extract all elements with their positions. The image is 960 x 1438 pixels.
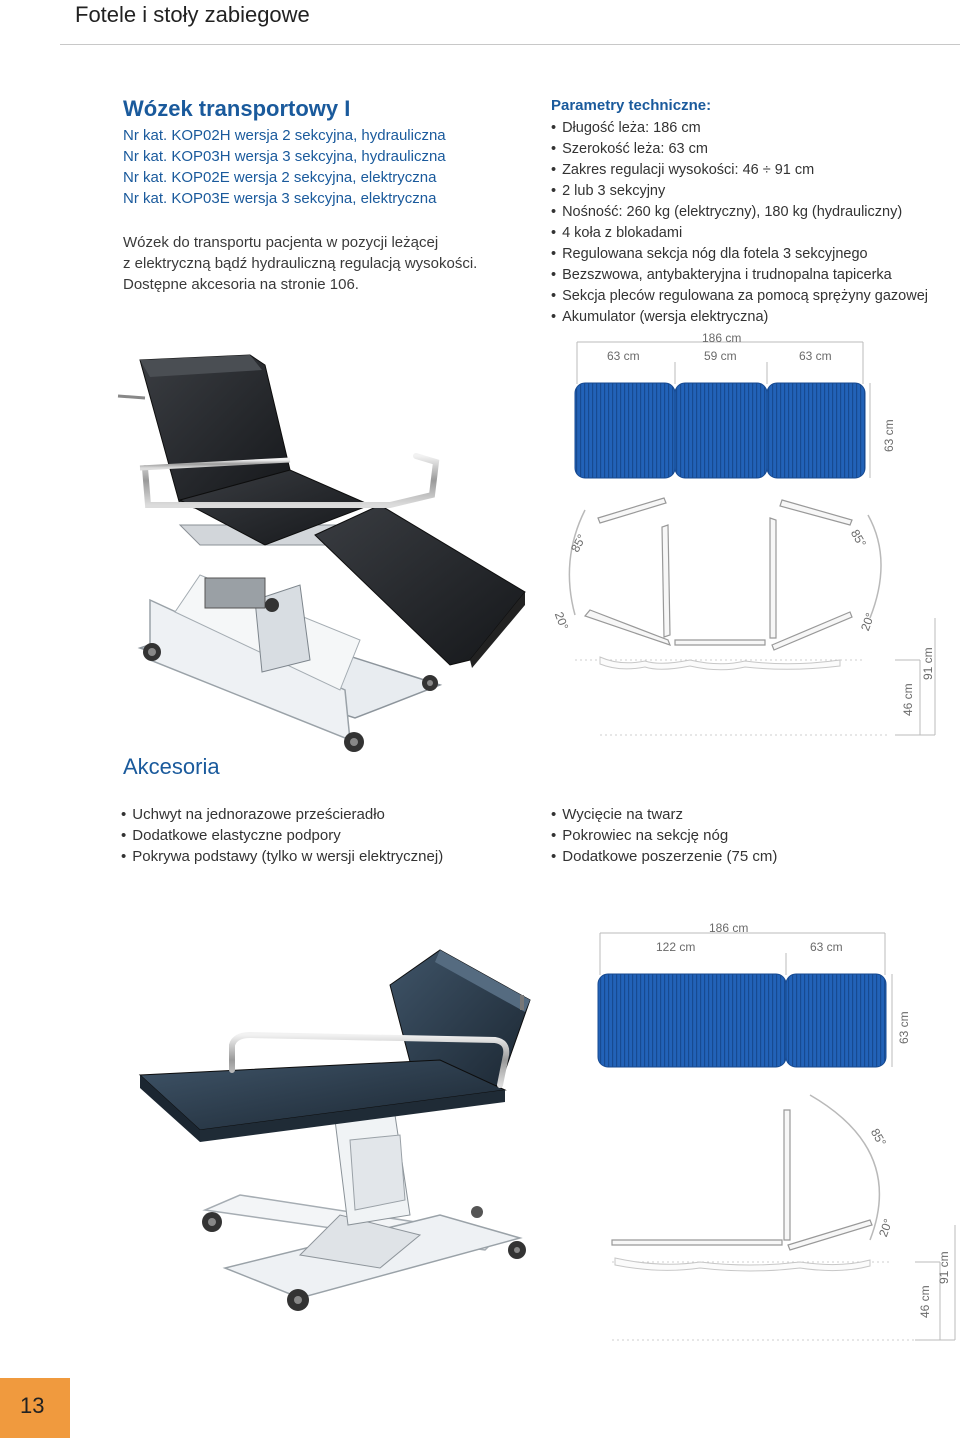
dim-width-2: 63 cm [897,1011,911,1044]
variant-item: Nr kat. KOP02H wersja 2 sekcyjna, hydrauliczna [123,127,446,144]
dim-section-main: 122 cm [656,940,696,954]
dim-section-legs: 63 cm [799,349,832,363]
parameters-list [551,118,928,328]
accessories-title: Akcesoria [123,754,220,779]
bed-section-back [575,383,675,478]
description-line: z elektryczną bądź hydrauliczną regulacją wysokości. [123,255,478,272]
chair-2 [140,950,530,1311]
angle-back-lower-label: 20° [551,610,572,632]
accessories-list-left [121,804,443,867]
parameter-item: • Regulowana sekcja nóg dla fotela 3 sekcyjnego [551,244,928,265]
angle-legs-label: 85° [847,527,870,550]
dim-total-length-2: 186 cm [709,921,749,935]
dim-height-max: 91 cm [921,647,935,680]
variant-list [123,125,446,209]
accessory-item: • Dodatkowe elastyczne podpory [121,825,443,846]
product-title: Wózek transportowy I [123,96,351,121]
dim-section-seat: 59 cm [704,349,737,363]
description-line: Wózek do transportu pacjenta w pozycji leżącej [123,234,439,251]
accessory-item: • Pokrowiec na sekcję nóg [551,825,777,846]
angle-back-label: 85° [568,531,589,555]
parameter-item: • Zakres regulacji wysokości: 46 ÷ 91 cm [551,160,928,181]
accessory-item: • Wycięcie na twarz [551,804,777,825]
parameters-title: Parametry techniczne: [551,97,712,114]
variant-item: Nr kat. KOP03H wersja 3 sekcyjna, hydrauliczna [123,148,446,165]
product-description [123,232,543,295]
variant-item: Nr kat. KOP02E wersja 2 sekcyjna, elektryczna [123,169,437,186]
parameter-item: • Długość leża: 186 cm [551,118,928,139]
dim-section-back-2: 63 cm [810,940,843,954]
dim-section-back: 63 cm [607,349,640,363]
bed-section-main [598,974,786,1067]
angle-back-label-2: 85° [867,1126,890,1149]
parameter-item: • Sekcja pleców regulowana za pomocą sprężyny gazowej [551,286,928,307]
accessory-item: • Dodatkowe poszerzenie (75 cm) [551,846,777,867]
bed-section-seat [675,383,767,478]
dim-total-length: 186 cm [702,331,742,345]
parameter-item: • Szerokość leża: 63 cm [551,139,928,160]
angle-legs-lower-label: 20° [858,610,878,633]
parameter-item: • Nośność: 260 kg (elektryczny), 180 kg (hydrauliczny) [551,202,928,223]
parameter-item: • 2 lub 3 sekcyjny [551,181,928,202]
parameter-item: • Bezszwowa, antybakteryjna i trudnopalna tapicerka [551,265,928,286]
header-divider [60,44,960,45]
dim-height-max-2: 91 cm [937,1251,951,1284]
page-header [0,0,960,48]
angle-lower-label-2: 20° [876,1216,896,1239]
section-title: Fotele i stoły zabiegowe [75,2,310,27]
bed-section-legs [767,383,865,478]
dim-height-min-2: 46 cm [918,1285,932,1318]
accessory-item: • Pokrywa podstawy (tylko w wersji elektrycznej) [121,846,443,867]
description-line: Dostępne akcesoria na stronie 106. [123,276,359,293]
chair-1 [118,355,525,752]
parameter-item: • 4 koła z blokadami [551,223,928,244]
bed-section-back [786,974,886,1067]
dim-height-min: 46 cm [901,683,915,716]
accessories-list-right [551,804,777,867]
accessory-item: • Uchwyt na jednorazowe prześcieradło [121,804,443,825]
variant-item: Nr kat. KOP03E wersja 3 sekcyjna, elektryczna [123,190,437,207]
parameter-item: • Akumulator (wersja elektryczna) [551,307,928,328]
page-number: 13 [20,1393,45,1418]
dim-width: 63 cm [882,419,896,452]
